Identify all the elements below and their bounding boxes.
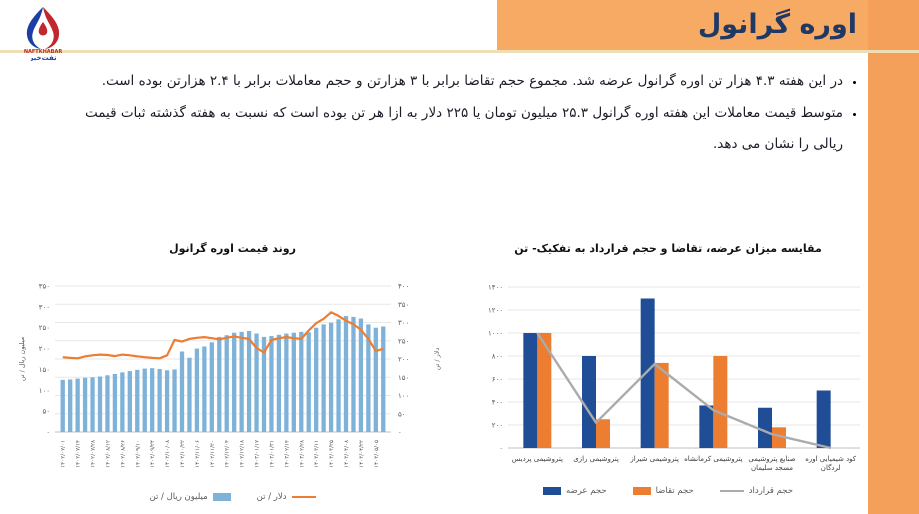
svg-text:۱۴۰۳/۰۲/۱۴: ۱۴۰۳/۰۲/۱۴ (284, 440, 291, 468)
svg-text:پتروشیمی کرمانشاه: پتروشیمی کرمانشاه (684, 455, 743, 463)
svg-text:۲۰۰: ۲۰۰ (491, 421, 503, 430)
svg-text:۴۰۰: ۴۰۰ (491, 398, 503, 407)
bar (655, 363, 669, 448)
svg-text:۱۴۰۳/۰۵/۰۵: ۱۴۰۳/۰۵/۰۵ (373, 440, 380, 468)
secondary-axis-ticks (398, 283, 409, 437)
svg-text:۱۴۰۳/۰۱/۳۱: ۱۴۰۳/۰۱/۳۱ (269, 440, 276, 468)
svg-text:۱۴۰۰: ۱۴۰۰ (487, 283, 503, 292)
bar (120, 372, 124, 432)
bar (143, 369, 147, 432)
bar (61, 380, 65, 432)
svg-text:۲۰۰: ۲۰۰ (398, 355, 410, 364)
svg-text:پتروشیمی پردیس: پتروشیمی پردیس (511, 455, 563, 463)
bar (239, 332, 243, 432)
price-trend-chart (15, 242, 450, 502)
svg-text:پتروشیمی رازی: پتروشیمی رازی (573, 455, 619, 463)
contract-line (537, 333, 830, 448)
bar (329, 323, 333, 432)
svg-text:۱۴۰۲/۱۲/۰۴: ۱۴۰۲/۱۲/۰۴ (224, 440, 231, 468)
supply-demand-chart (470, 242, 866, 496)
svg-text:۵۰: ۵۰ (398, 410, 406, 419)
legend-label: میلیون ریال / تن (149, 492, 208, 502)
svg-text:۱۴۰۳/۰۲/۲۸: ۱۴۰۳/۰۲/۲۸ (299, 440, 306, 468)
bar (202, 346, 206, 432)
svg-text:۱۴۰۳/۰۴/۰۸: ۱۴۰۳/۰۴/۰۸ (344, 440, 350, 468)
price-trend-legend (15, 492, 450, 502)
bar (90, 377, 94, 432)
bar (210, 342, 214, 432)
bar (314, 328, 318, 432)
bar (217, 337, 221, 432)
svg-text:۱۴۰۳/۰۳/۲۵: ۱۴۰۳/۰۳/۲۵ (329, 440, 336, 468)
legend-bar-swatch (213, 493, 231, 501)
svg-text:۰: ۰ (46, 428, 50, 437)
header-underline (0, 50, 919, 53)
bar (180, 351, 184, 432)
bar (277, 335, 281, 432)
bar (641, 299, 655, 449)
svg-text:۱۴۰۲/۰۷/۰۱: ۱۴۰۲/۰۷/۰۱ (60, 440, 67, 468)
summary-bullets (70, 66, 861, 161)
svg-text:کود شیمیایی اورهلردگان: کود شیمیایی اوره لردگان (805, 455, 857, 472)
bar (523, 333, 537, 448)
legend-item (150, 492, 231, 502)
bar (165, 370, 169, 432)
bar (172, 369, 176, 432)
svg-text:۸۰۰: ۸۰۰ (491, 352, 503, 361)
svg-text:۰: ۰ (499, 444, 503, 453)
legend-line-swatch (292, 496, 316, 498)
svg-text:۰: ۰ (398, 428, 402, 437)
bar (321, 324, 325, 432)
svg-text:۱۵۰: ۱۵۰ (398, 373, 410, 382)
bar (75, 379, 79, 432)
svg-text:۱۰۰۰: ۱۰۰۰ (487, 329, 503, 338)
bar (699, 405, 713, 448)
bar (336, 319, 340, 432)
legend-item (633, 486, 694, 496)
price-trend-plot (15, 260, 450, 490)
bar (225, 335, 229, 432)
legend-item (720, 486, 793, 496)
y-axis-ticks (488, 284, 503, 453)
svg-text:۱۴۰۲/۰۸/۲۶: ۱۴۰۲/۰۸/۲۶ (120, 440, 127, 468)
category-labels (512, 455, 857, 472)
logo-name-fa: نفت‌خبر (29, 54, 57, 61)
bar (284, 334, 288, 432)
price-trend-title: روند قیمت اوره گرانول (169, 242, 296, 255)
supply-demand-title: مقایسه میزان عرضه، تقاضا و حجم قرارداد به تفکیک- تن (514, 242, 822, 255)
bar (150, 368, 154, 432)
legend-bar-swatch (543, 487, 561, 495)
right-accent-bar (868, 0, 919, 514)
primary-axis-ticks (39, 283, 50, 437)
svg-text:۶۰۰: ۶۰۰ (491, 375, 503, 384)
bar (344, 316, 348, 432)
secondary-axis-label: دلار / تن (433, 347, 441, 371)
svg-text:۱۴۰۲/۰۹/۱۰: ۱۴۰۲/۰۹/۱۰ (135, 440, 142, 468)
svg-text:۱۴۰۲/۱۰/۲۲: ۱۴۰۲/۱۰/۲۲ (180, 440, 186, 468)
bar (758, 408, 772, 448)
bar (381, 326, 385, 432)
bar (157, 369, 161, 432)
bar (113, 374, 117, 432)
svg-text:۱۵۰: ۱۵۰ (38, 365, 50, 374)
bar (269, 336, 273, 432)
logo-name-en: NAFTKHABAR (23, 49, 63, 55)
svg-text:پتروشیمی شیراز: پتروشیمی شیراز (630, 455, 679, 463)
svg-text:۱۴۰۲/۰۷/۱۴: ۱۴۰۲/۰۷/۱۴ (75, 440, 82, 468)
legend-line-swatch (720, 490, 744, 492)
svg-text:۳۵۰: ۳۵۰ (38, 282, 50, 291)
supply-bars (523, 299, 830, 449)
legend-item (543, 486, 607, 496)
svg-text:۱۴۰۲/۰۹/۲۴: ۱۴۰۲/۰۹/۲۴ (150, 440, 157, 468)
legend-item (257, 492, 316, 502)
x-axis-date-labels (61, 440, 380, 468)
legend-label: حجم عرضه (565, 486, 607, 496)
bar (582, 356, 596, 448)
svg-text:۲۰۰: ۲۰۰ (38, 345, 50, 354)
bar (83, 378, 87, 432)
bar (187, 358, 191, 432)
legend-label: حجم تقاضا (655, 486, 694, 496)
bar (292, 333, 296, 432)
svg-text:صنایع پتروشیمیمسجد سلیمان: صنایع پتروشیمی مسجد سلیمان (748, 455, 796, 472)
svg-text:۱۴۰۳/۰۱/۱۷: ۱۴۰۳/۰۱/۱۷ (254, 440, 261, 468)
svg-text:۱۴۰۲/۱۱/۲۰: ۱۴۰۲/۱۱/۲۰ (209, 440, 216, 468)
svg-text:۴۰۰: ۴۰۰ (398, 282, 410, 291)
dollar-price-line (63, 312, 384, 358)
svg-text:۱۴۰۲/۱۱/۰۶: ۱۴۰۲/۱۱/۰۶ (194, 440, 201, 468)
bar (68, 379, 72, 432)
bar (359, 319, 363, 432)
bar (596, 419, 610, 448)
bar (135, 370, 139, 432)
svg-text:۲۵۰: ۲۵۰ (38, 324, 50, 333)
svg-text:۱۴۰۲/۰۸/۱۲: ۱۴۰۲/۰۸/۱۲ (105, 440, 112, 468)
svg-text:۳۰۰: ۳۰۰ (38, 303, 50, 312)
bullet-average-price: • متوسط قیمت معاملات این هفته اوره گرانول ۲۵.۳ میلیون تومان یا ۲۲۵ دلار به ازا هر تن بوده است که نسبت به هفته گذشته ثبات قیمت ریالی را نشان می دهد. (70, 98, 843, 161)
legend-label: حجم قرارداد (748, 486, 794, 496)
bullet-supply-demand: • در این هفته ۴.۳ هزار تن اوره گرانول عرضه شد. مجموع حجم تقاضا برابر با ۳ هزارتن و حجم معاملات برابر با ۲.۴ هزارتن بوده است. (70, 66, 843, 98)
legend-label: دلار / تن (256, 492, 287, 502)
svg-text:۵۰: ۵۰ (42, 407, 50, 416)
supply-demand-plot (470, 260, 866, 484)
svg-text:۳۰۰: ۳۰۰ (398, 319, 410, 327)
rial-price-bars (61, 316, 386, 432)
bar (374, 328, 378, 432)
page-title: اوره گرانول (697, 9, 857, 40)
bar (105, 375, 109, 432)
svg-text:۱۴۰۳/۰۴/۲۲: ۱۴۰۳/۰۴/۲۲ (358, 440, 365, 468)
bar (232, 333, 236, 432)
bar (195, 349, 199, 432)
bar (817, 391, 831, 449)
bar (713, 356, 727, 448)
bar (307, 332, 311, 432)
svg-text:۳۵۰: ۳۵۰ (398, 300, 410, 309)
primary-axis-label: میلیون ریال / تن (18, 336, 26, 382)
svg-text:۱۴۰۲/۱۰/۰۸: ۱۴۰۲/۱۰/۰۸ (165, 440, 172, 468)
svg-text:۱۰۰: ۱۰۰ (398, 392, 410, 400)
bar (299, 332, 303, 432)
supply-demand-legend (470, 486, 866, 496)
svg-text:۱۴۰۲/۱۲/۱۸: ۱۴۰۲/۱۲/۱۸ (239, 440, 246, 468)
svg-text:۲۵۰: ۲۵۰ (398, 337, 410, 346)
svg-text:۱۴۰۲/۰۷/۲۸: ۱۴۰۲/۰۷/۲۸ (90, 440, 97, 468)
svg-text:۱۴۰۳/۰۳/۱۱: ۱۴۰۳/۰۳/۱۱ (314, 440, 321, 468)
svg-text:۱۰۰: ۱۰۰ (38, 386, 50, 395)
bar (128, 371, 132, 432)
bar (351, 317, 355, 432)
bar (247, 331, 251, 432)
bar (98, 377, 102, 432)
legend-bar-swatch (633, 487, 651, 495)
svg-text:۱۲۰۰: ۱۲۰۰ (487, 306, 503, 315)
naftkhabar-logo (18, 5, 68, 61)
